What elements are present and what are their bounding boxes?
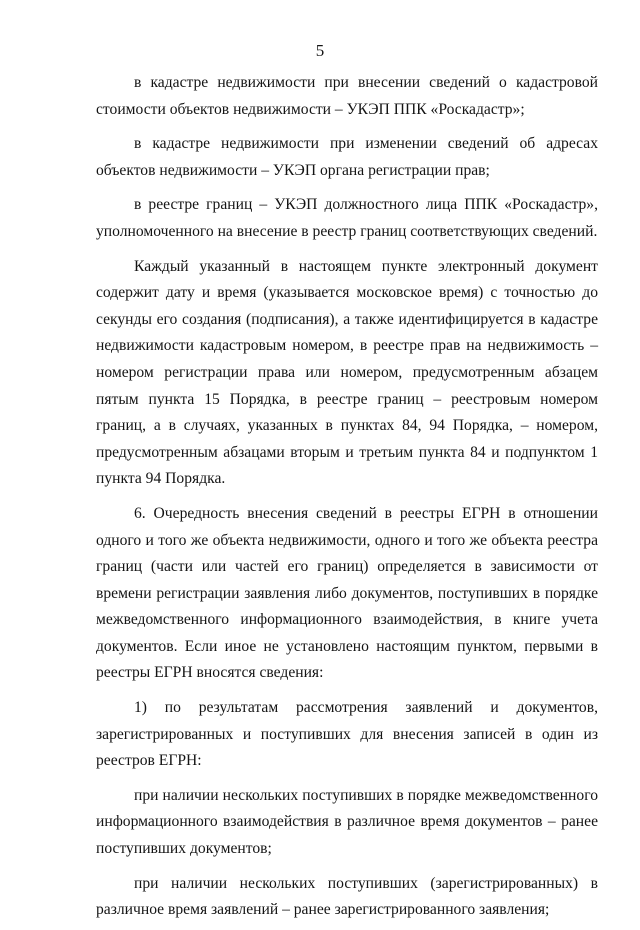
paragraph-registered-applications: при наличии нескольких поступивших (зарегистрированных) в различное время заявлений – ранее зарегистрированного заявления; [96, 874, 598, 919]
paragraph-electronic-document-identification: Каждый указанный в настоящем пункте электронный документ содержит дату и время (указывается московское время) с точностью до секунды его создания (подписания), а также идентифицируется в кадастре недвижимости кадастровым номером, в реестре прав на недвижимость – номером регистрации права или номером, предусмотренным абзацем пятым пункта 15 Порядка, в реестре границ – реестровым номером границ, а в случаях, указанных в пунктах 84, 94 Порядка, – номером, предусмотренным абзацами вторым и третьим пункта 84 и подпунктом 1 пункта 94 Порядка. [96, 257, 598, 488]
paragraph-interagency-documents: при наличии нескольких поступивших в порядке межведомственного информационного взаимодействия в различное время документов – ранее поступивших документов; [96, 786, 598, 858]
page-number: 5 [315, 41, 325, 60]
paragraph-subitem-1: 1) по результатам рассмотрения заявлений и документов, зарегистрированных и поступивших для внесения записей в один из реестров ЕГРН: [96, 699, 598, 770]
document-body [96, 70, 598, 930]
paragraph-cadastre-addresses: в кадастре недвижимости при изменении сведений об адресах объектов недвижимости – УКЭП органа регистрации прав; [96, 135, 598, 179]
paragraph-cadastre-valuation: в кадастре недвижимости при внесении сведений о кадастровой стоимости объектов недвижимости – УКЭП ППК «Роскадастр»; [96, 74, 598, 118]
paragraph-boundaries-registry: в реестре границ – УКЭП должностного лица ППК «Роскадастр», уполномоченного на внесение в реестр границ соответствующих сведений. [96, 196, 598, 240]
paragraph-item-6-order: 6. Очередность внесения сведений в реестры ЕГРН в отношении одного и того же объекта недвижимости, одного и того же объекта реестра границ (части или частей его границ) определяется в зависимости от времени регистрации заявления либо документов, поступивших в порядке межведомственного информационного взаимодействия, в книге учета документов. Если иное не установлено настоящим пунктом, первыми в реестры ЕГРН вносятся сведения: [96, 504, 598, 682]
